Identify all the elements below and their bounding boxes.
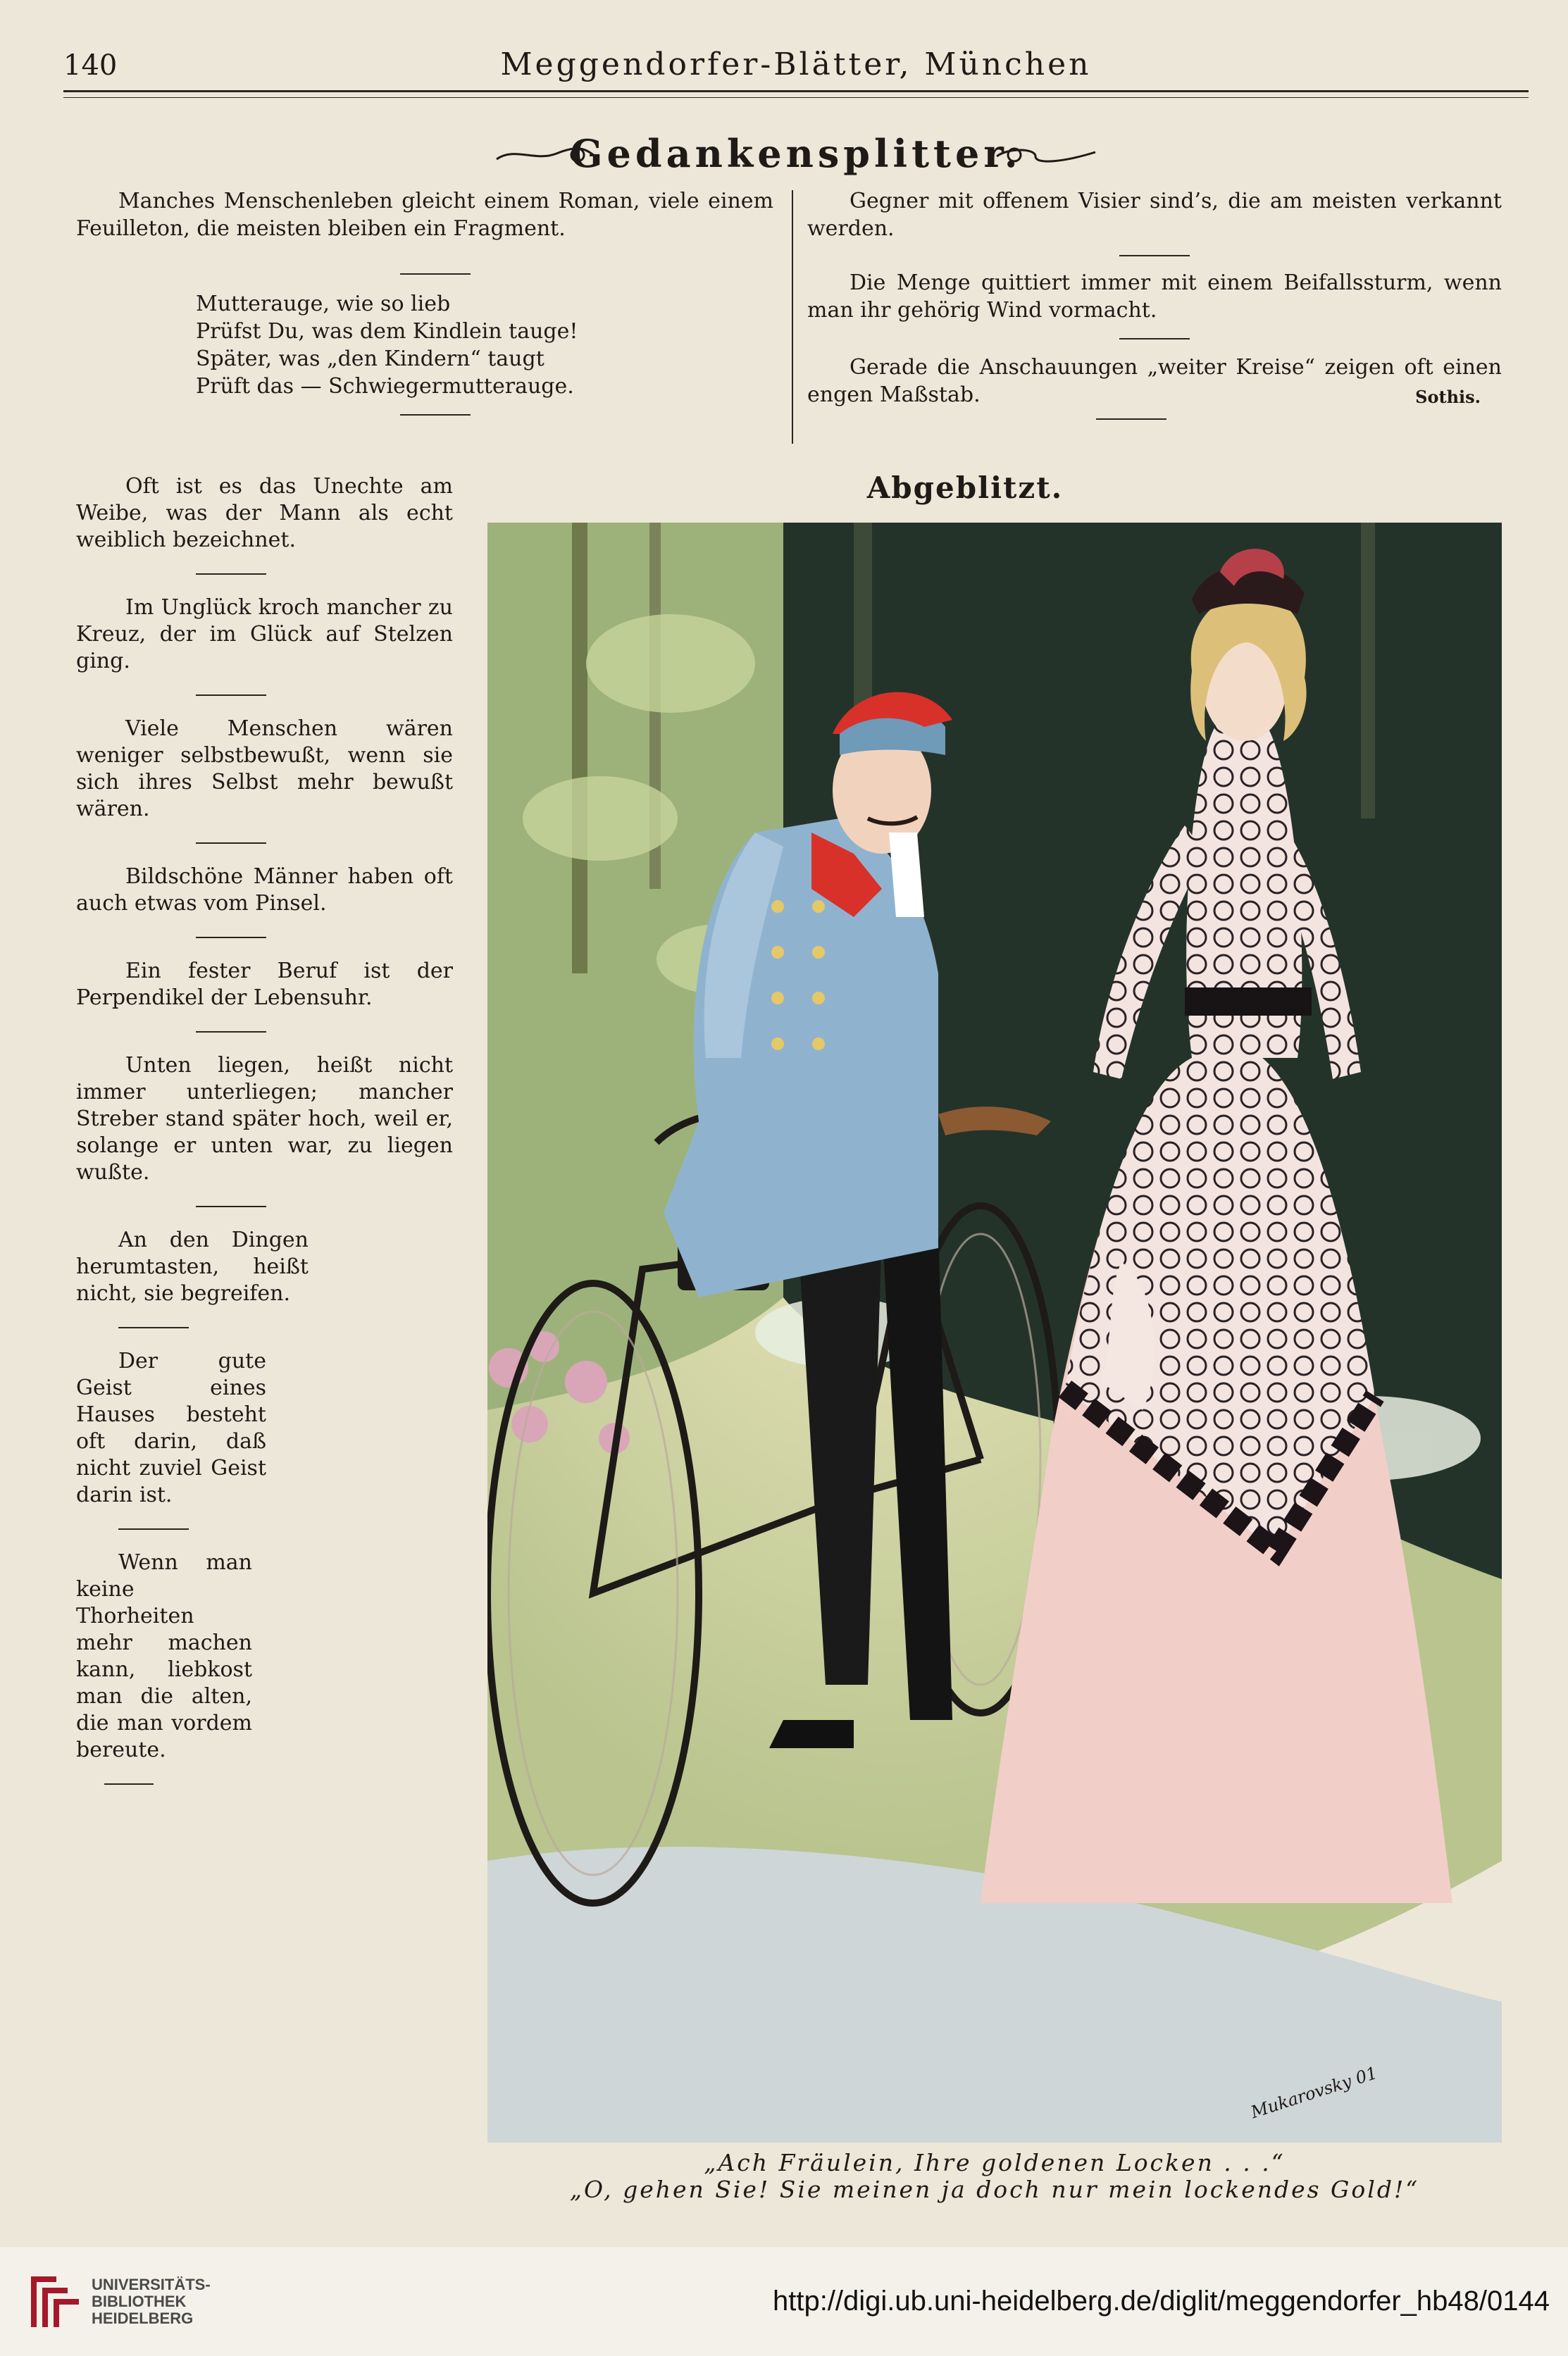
verse-line: Prüft das — Schwiegermutterauge. — [196, 374, 574, 399]
verse-line: Prüfst Du, was dem Kindlein tauge! — [196, 319, 578, 344]
aphorism: Gegner mit offenem Visier sind’s, die am meisten verkannt werden. — [807, 189, 1502, 241]
verse — [76, 290, 773, 400]
flourish-left-icon — [493, 141, 599, 169]
separator — [400, 414, 471, 416]
aphorism: Die Menge quittiert immer mit einem Beifallssturm, wenn man ihr gehörig Wind vormacht. — [807, 270, 1502, 323]
aphorism: An den Dingen herumtasten, heißt nicht, sie begreifen. — [76, 1228, 309, 1306]
artist-signature: Mukarovsky 01 — [1248, 2062, 1380, 2123]
separator — [196, 842, 266, 844]
aphorism: Im Unglück kroch mancher zu Kreuz, der im Glück auf Stelzen ging. — [76, 595, 453, 673]
separator — [196, 1031, 266, 1033]
source-url-link[interactable]: http://digi.ub.uni-heidelberg.de/diglit/meggendorfer_hb48/0144 — [772, 2286, 1550, 2317]
flourish-right-icon — [993, 141, 1099, 169]
illustration-art — [487, 523, 1502, 2143]
aphorism: Oft ist es das Unechte am Weibe, was der Mann als echt weiblich bezeichnet. — [76, 474, 453, 552]
page-header — [63, 44, 1529, 86]
aphorism: Bildschöne Männer haben oft auch etwas vom Pinsel. — [76, 864, 453, 916]
cartoon-caption — [487, 2150, 1502, 2203]
aphorism: Ein fester Beruf ist der Perpendikel der Lebensuhr. — [76, 959, 453, 1010]
separator — [196, 573, 266, 575]
caption-line: „Ach Fräulein, Ihre goldenen Locken . . .“ — [704, 2149, 1286, 2176]
caption-line: „O, gehen Sie! Sie meinen ja doch nur mein lockendes Gold!“ — [569, 2176, 1420, 2203]
aphorism: Gerade die Anschauungen „weiter Kreise“ zeigen oft einen engen Maßstab. — [807, 355, 1502, 407]
separator — [1096, 418, 1166, 420]
column-divider — [792, 190, 793, 444]
library-footer — [0, 2247, 1568, 2356]
section-heading — [493, 125, 1099, 182]
cartoon-illustration — [487, 523, 1502, 2143]
separator — [196, 937, 266, 938]
header-rule — [63, 90, 1529, 92]
cartoon-title: Abgeblitzt. — [866, 470, 1064, 505]
aphorism: Der gute Geist eines Hauses besteht oft darin, daß nicht zuviel Geist darin ist. — [76, 1349, 266, 1507]
section-title: Gedankensplitter. — [570, 131, 1022, 176]
separator — [1119, 255, 1190, 256]
separator — [118, 1327, 189, 1328]
library-name: UNIVERSITÄTS- BIBLIOTHEK HEIDELBERG — [92, 2276, 211, 2327]
separator — [118, 1528, 189, 1530]
signature: Sothis. — [1415, 387, 1481, 407]
separator — [1119, 338, 1190, 339]
aphorism: Wenn man keine Thorheiten mehr machen kann, liebkost man die alten, die man vordem bereute. — [76, 1550, 252, 1762]
aphorism: Viele Menschen wären weniger selbstbewußt, wenn sie sich ihres Selbst mehr bewußt wären. — [76, 716, 453, 821]
library-logo-icon — [28, 2274, 82, 2330]
header-rule-thin — [63, 97, 1529, 98]
separator — [400, 273, 471, 275]
separator — [104, 1783, 154, 1785]
separator — [196, 694, 266, 696]
aphorism: Manches Menschenleben gleicht einem Roman, viele einem Feuilleton, die meisten bleiben ein Fragment. — [76, 189, 773, 241]
aphorism: Unten liegen, heißt nicht immer unterliegen; mancher Streber stand später hoch, weil er, solange er unten war, zu liegen wußte. — [76, 1053, 453, 1185]
verse-line: Später, was „den Kindern“ taugt — [196, 347, 545, 371]
separator — [196, 1206, 266, 1207]
running-head: Meggendorfer-Blätter, München — [500, 46, 1092, 82]
left-column — [76, 187, 773, 416]
sidebar-aphorisms — [76, 473, 453, 1785]
right-column — [807, 187, 1502, 420]
page-number: 140 — [63, 49, 118, 82]
verse-line: Mutterauge, wie so lieb — [196, 292, 451, 316]
